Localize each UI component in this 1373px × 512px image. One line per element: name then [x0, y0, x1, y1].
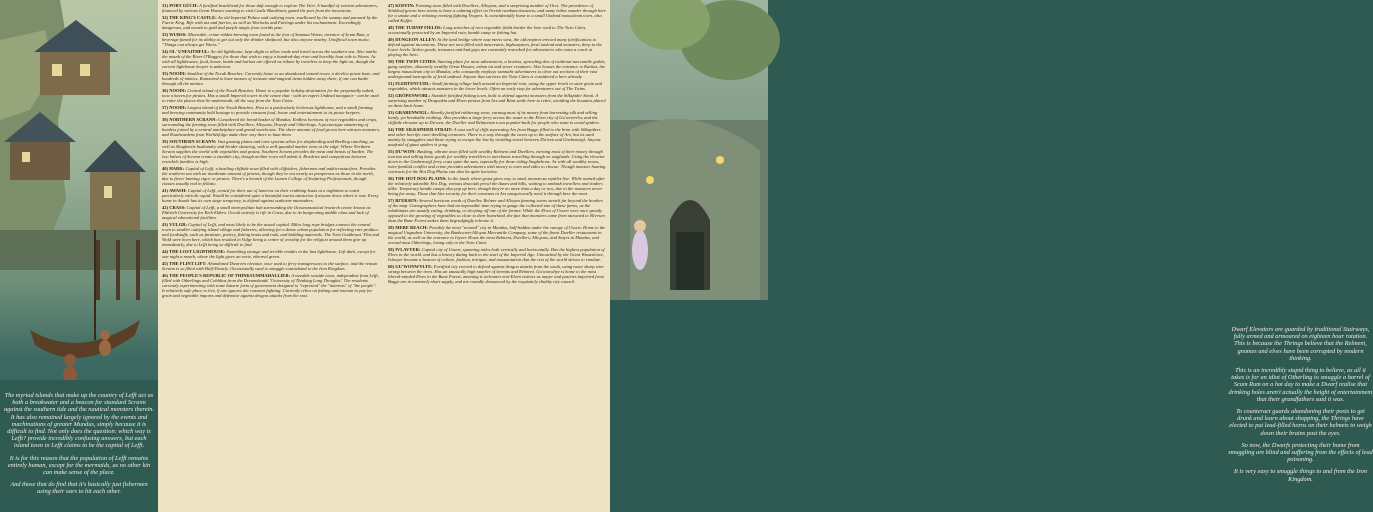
location-entry-text: A fortified beachhead for those daft enough to explore The Tsiri. A handful of veteran adventurers, financed by various Great Houses wanting to visit Castle Blackburn, guard the port from the incursions. — [162, 3, 378, 13]
gazetteer-column-2 — [384, 0, 610, 512]
location-entry — [162, 205, 380, 220]
location-entry-title: 50) THE TWIN CITIES: — [388, 59, 437, 64]
location-entry-text: Bustling, vibrant town filled with wealthy Relmeni and Dwellers, earning most of their money through tourism and selling basic goods for wealthy travellers to merchants travelling through on staglands. Using the elevator down to the Grabenwigl ferry costs quite the sum, especially for those riding Staghebons. As with all wealthy towns, inter-familial conflict and crime provides adventurers with money to earn and sides to choose. Though monster hunting contracts for the Hot Dog Plains can also be quite lucrative. — [388, 149, 606, 174]
location-entry-title: 34) OL' UNFAITHFUL: — [162, 49, 210, 54]
location-entry — [162, 49, 380, 69]
location-entry — [162, 32, 380, 47]
location-entry-title: 52) GRÖPENWOBL: — [388, 93, 431, 98]
location-entry-text: Largest island of the Noodi Beaches. Host to a particularly lecherous lighthouse, and a small farming and brewing community held hostage to provide constant food, booze and entertainment to its pirate keepers. — [162, 105, 373, 115]
left-caption-paragraph: It is for this reason that the population of Lefft remains entirely human, except for the mermaids, as no other kin can make sense of the place. — [7, 454, 151, 477]
location-entry-title: 54) THE SILKSPIDER STRAIT: — [388, 127, 453, 132]
location-entry-title: 49) DUNGEON ALLEY: — [388, 37, 437, 42]
location-entry-text: A sizeable seaside town, independent from Lefft, filled with Otherlings and Cobblins from the Dreamslands' 'University of Thinking Long Thoughts'. The residents currently experimenting with some bizarre form of government designed to "represent" the "interests" of "the people". It relatively safe place to live, if one ignores the constant fighting. Currently relies on fishing and tourism to pay for grain and vegetable imports and defensive against dragon attacks from the east. — [162, 273, 379, 298]
location-entry-text: Heavily fortified rubbering town, earning most of its money from harvesting silk and selling hardy, yet breakable clothing. Also provides a large ferry across the water to the Elven city of Gu'wererrlw, and the clifftide elevator up to Du'wen, the Dweller and Relmerian town popular-built for people who want to avoid spiders. — [388, 110, 600, 125]
location-entry — [162, 15, 380, 30]
location-entry — [388, 247, 606, 262]
right-caption-paragraph: This is an incredibly stupid thing to believe, as all it takes is for an idiot of Otherling to smuggle a barrel of Scum Rum on a hot day to make a Dwarf realise that drinking holes aren't actually the height of entertainment that their grandfathers said it was. — [1228, 367, 1373, 403]
right-illustration — [610, 0, 1373, 512]
location-entry — [388, 198, 606, 223]
location-entry-title: 42) CRASS: — [162, 205, 186, 210]
location-entry-text: Capital of Lefft, a small metropolitan hub surrounding the Oceanomastical research centre known as Eldritch University for Rich Elders. Occult activity is rife in Crass, due to its burgeoning middle class and lack of magical educational facilities. — [162, 205, 371, 220]
location-entry-title: 35) NOODI: — [162, 71, 187, 76]
location-entry-text: Fortified city erected to defend against dragon attacks from the south, using razor sharp wire strung between the trees. Has an unusually high number of hermits and Relmeni. Gu'wonwltye is home to the most liberal-minded Elves in the Bane Forest, meaning it welcomes non-Elven visitors as mayer and pastries imported from Baggr are in extremely short supply, and are roundly denounced by the exquisitely chubby city council. — [388, 264, 604, 284]
location-entry-text: Considered the bread basket of Mundus. Endless horizons of root vegetables and crops, surrounding the farming town filled with Dwellers, Alloyans, Dwarfs and Otherlings. A picturesque smattering of hamlets joined by a central marketplace and grand warehouse. The sheer amount of food grown here attracts monsters, and Roadwardens from Worldsfolgo make their way there to hunt them. — [162, 117, 380, 137]
location-entry — [162, 261, 380, 271]
location-entry-title: 41) AWASH: — [162, 188, 187, 193]
location-entry-title: 60) GU'WONWYLTE: — [388, 264, 433, 269]
location-entry — [388, 264, 606, 284]
location-entry-title: 53) GRABENWIGL: — [388, 110, 430, 115]
location-entry-title: 51) FLERTENCUDL: — [388, 81, 431, 86]
dwarf-elevator-illustration — [610, 0, 768, 512]
location-entry-text: Capital of Lefft, a bustling clifftide town filled with cliffsiders, fishermen and multicrustacifers. Provides the southern sea with an inordinate amount of pirates, though they've not nearly as prosperous as those in the north, due to fierce hunting vigor or pirates. There's a branch of the Lumen College of Seafaring Professionals, though classes usually end in fellatio. — [162, 166, 376, 186]
right-caption-paragraph: So now, the Dwarfs protecting their home from smuggling are blind and suffering from the effects of lead poisoning. — [1228, 441, 1373, 464]
location-entry-text: Vast grazing plains and cave systems allow for shepherding and Beelhog ranching, as well as Shagbeetle husbandry and Strider shearing, with a well-guarded market town at the edge. Where Northern Scrann supplies the world with vegetables and grains, Southern Scrann provides the meat and beasts of burden. The two halves of Scrann create a sizeable city, though neither town will admit it. Rivalries and competition between erstwhile families is high. — [162, 139, 374, 164]
right-caption-paragraph: Dwarf Elevators are guarded by traditional Stairways, fully armed and armoured on eighteen hour rotation. This is because the Thrings believe that the Relmeni, gnomes and elves have been corrupted by modern thinking. — [1231, 326, 1370, 362]
location-entry-text: Abandoned Dwarven elevator, once used to ferry transgressors to the surface, and the reason Scrann is so filled with Half-Dwarfs. Occasionally used to smuggle contraband to the Iron Kingdom. — [162, 261, 378, 271]
location-entry — [388, 127, 606, 147]
location-entry — [388, 25, 606, 35]
location-entry-text: An old Imperial Palace and outlying town, swallowed by the swamp and pursued by the Faerie King. Rife with tax and faeries, as well as Warlocks and Faelings under his enchantment. Exceedingly dangerous, and awash in gold and purple magic from worlds past. — [162, 15, 378, 30]
location-entry — [388, 225, 606, 245]
location-entry — [162, 273, 380, 298]
location-entry — [162, 222, 380, 247]
location-entry-text: Capital city of Ussert, spanning miles both vertically and horizontally. Has the highest population of Elves in the world, and has a history dating back to the start of the Imperial Age. Untouched by the Great Wastenlowe, Ivlavyer became a beacon of culture, fashion, intrigue, and assassination that the rest of the world strives to emulate. — [388, 247, 605, 262]
location-entry — [162, 188, 380, 203]
location-entry-title: 36) NOODI: — [162, 88, 187, 93]
location-entry-title: 32) THE KING'S CASTLE: — [162, 15, 217, 20]
location-entry — [388, 93, 606, 108]
left-caption — [4, 392, 154, 501]
right-caption — [1228, 326, 1373, 488]
location-entry-text: Possibly the most "normal" city in Mundus, half-hidden under the canopy of Ussert. Home to the magical Ungsaben University, the Bankocren-Alloyan Mercantile Company, some of the finest Dweller restaurants in the world, as well as the entrance to Ivyeer. Hosts the most Relmeni, Dwellers, Alloyans, and Satyrs in Mundus, and second most Otherlings, losing only to the Twin Cities. — [388, 225, 606, 245]
location-entry — [162, 117, 380, 137]
location-entry-title: 58) MERE REACH: — [388, 225, 428, 230]
location-entry-title: 33) WURSS: — [162, 32, 187, 37]
location-entry-text: Small farming village built around an Imperial ruin, using the upper levels to store grain and vegetables, which attracts monsters in the lower levels. Often an early stop for adventurers out of The Twins. — [388, 81, 602, 91]
location-entry-title: 57) BI'ERSEN: — [388, 198, 418, 203]
gazetteer-column-1 — [158, 0, 385, 512]
right-caption-paragraph: To counteract guards abandoning their posts to get drunk and learn about shopping, the Thrings have elected to put lead-filled horns on their helmets to weigh down their brains past the eyes. — [1229, 408, 1372, 437]
location-entry — [162, 139, 380, 164]
location-entry — [162, 3, 380, 13]
location-entry-title: 45) THE FLINT LIFT: — [162, 261, 207, 266]
location-entry-text: At the land bridge where east meets west, the old empires erected many fortifications to defend against incursions. These are now filled with miscreants, highwaymen, feral undead and monsters, deep in the lower levels. Stolen goods, treasures and bad guys are constantly restocked for adventurers who want a crack at playing the hero. — [388, 37, 602, 57]
location-entry-text: An old lighthouse, kept alight to allow trade and travel across the southern sea. Also marks the mouth of the River O'Boggor, for those that wish to enjoy a hundred-day river and horribly boat ride to Wurss. As with all lighthouses, food, booze, bards and harlots are offered as tribute by travelers to keep the light on, though the current lighthouse keeper is unknown. — [162, 49, 377, 69]
location-entry-title: 47) KOFFIN: — [388, 3, 415, 8]
location-entry-title: 44) THE LOST LIGHTHOUSE: — [162, 249, 226, 254]
location-entry-text: Something strange and terrible resides in the last lighthouse. Left dark, except for one night a month, where the light gives an eerie, ethereal green. — [162, 249, 376, 259]
location-entry-title: 48) THE TURNIP FIELDS: — [388, 25, 443, 30]
location-entry — [388, 37, 606, 57]
left-caption-paragraph: The myriad islands that make up the country of Lefft act as both a breakwater and a beacon for standard Scrann against the southern tide and the nautical monsters therein. It has also remained largely ignored by the events and machinations of greater Mundus, simply because it is difficult to find. Not only does the question: which way is Lefft? provide incredibly confusing answers, but each island town in Lefft claims to be the capital of Lefft. — [4, 392, 155, 450]
location-entry-text: Long stretches of root vegetable fields border the lone road to The Twin Cities, occasionally protected by an Imperial ruin, bandit camp or fishing hut. — [388, 25, 587, 35]
location-entry — [162, 249, 380, 259]
location-entry-text: Starting place for most adventurers, a lawless, sprawling den of cutthroat mercantile guilds, gang warfare, obscenely wealthy Great Houses, urban tat and sewer creatures. Also houses the entrance to Karkas, the largest mausoleum city in Mundus, who constantly employs wannabe adventurers to clear out sections of their vast underground metropolis of feral undead. Anyone that survives the Twin Cities is considered a hero already. — [388, 59, 606, 79]
location-entry-text: Capital of Lefft, rented for their use of lanterns on their crabbing boats at a nighttime to catch particularly vitriolic squid. Would be considered quite a beautiful tourist attraction if anyone knew where it was. Every home in Awash has its own siege weaponry, to defend against seaborne marauders. — [162, 188, 379, 203]
location-entry-title: 59) IVLAVYER: — [388, 247, 421, 252]
location-entry-text: Farming town filled with Dwellers, Alloyans, and a surprising number of Orcs. The prevalence of Stinkleaf grown here seems to have a calming effect on Orcish rambunctiousness, and many tribes wander through here for a smoke and a relaxing evening fighting Trogres. Is coincidentally home to a small Undead mausoleum town, also called Koffin. — [388, 3, 606, 23]
location-entry-title: 31) PORT GÜCH: — [162, 3, 198, 8]
location-entry-text: Central island of the Noodi Beaches. Home to a popular holiday destination for the perpetually naked, now a haven for pirates. Has a small Imperial tower in the centre that - with an expert Undead navigator - can be used to enter the places-that-lie-underneath, all the way from the Twin Cities. — [162, 88, 379, 103]
right-caption-paragraph: It is very easy to smuggle things to and from the Iron Kingdom. — [1234, 468, 1367, 483]
location-entry — [388, 110, 606, 125]
location-entry — [162, 71, 380, 86]
left-caption-paragraph: And those that do find that it's basically just fishermen using their oars to hit each other. — [10, 481, 148, 496]
location-entry-title: 39) SOUTHERN SCRANN: — [162, 139, 217, 144]
location-entry-title: 46) THE PEOPLE'S REPUBLIC OF THINKSUMMAHALLIER: — [162, 273, 291, 278]
location-entry-text: A vast wall of cliffs seperating Ars from Baggr, filled to the brim with Silkspiders and other horrific cave-dwelling creatures. There is a way through the caves up to the surface of Ars, but its used mainly by smugglers and those trying to escape the law by avoiding travel between Du'wen and Grabenwigl. Anyone unafraid of giant spiders is yong. — [388, 127, 601, 147]
location-entry — [388, 3, 606, 23]
location-entry — [388, 59, 606, 79]
location-entry-title: 37) NOODI: — [162, 105, 187, 110]
location-entry-text: Sizeable fortified fishing town, built to defend against monsters from the Silkspider Strait. A surprising number of Dragonkin and Elven pirates from Ars and Rims settle here to retire, avoiding the bounties placed on them back home. — [388, 93, 606, 108]
location-entry-text: Smallest of the Noodi Beaches. Currently home to an abandoned wizard tower, a derelict pirate base, and hundreds of mimics. Rumoured to have masses of treasure and magical items hidden away there, if one can battle through all the mimics. — [162, 71, 380, 86]
location-entry — [388, 149, 606, 174]
location-entry — [388, 81, 606, 91]
location-entry-title: 40) HARK: — [162, 166, 185, 171]
location-entry-title: 38) NORTHERN SCRANN: — [162, 117, 217, 122]
location-entry-title: 43) VULGR: — [162, 222, 188, 227]
location-entry-text: Capital of Lefft, and most likely to be the actual capital. Miles long rope bridges connect the central town to smaller outlying island village and fisheries, allowing for a dense urban population for reflecting rare produce and foodstuffs, such as furniture, pottery, fishing boats and rods, and building materials. The Twin Goddesses' Flat and Wold were born here, which has resulted in Vulgr being a centre of worship for the religion around them give up immediately, due to Lefft being so difficult to find. — [162, 222, 380, 247]
location-entry-text: Miserable, crime-ridden brewing town found at the foot of Summat Wurss, inventor of Scum Rum, a beverage famed for its ability to get out only the drinker shitfaced, but also anyone nearby. Unofficial town motto: "Things can always get Wurss." — [162, 32, 370, 47]
location-entry — [162, 166, 380, 186]
location-entry-title: 55) DU'WON: — [388, 149, 416, 154]
location-entry-title: 56) THE HOT DOG PLAINS: — [388, 176, 447, 181]
left-illustration — [0, 0, 158, 512]
location-entry — [162, 105, 380, 115]
location-entry-text: Several horizons worth of Dweller, Relmer and Alloyan farming towns stretch far beyond the borders of the map. Cartographers have had an impossible time trying to gauge the collected size of these farms, as the inhabitants are usually eating, drinking, or sleeping off one of the former. While the Elves of Ussert were once greatly opposed to the growing of vegetables so close to their homeland, the fact that monsters came from attracted to Bi'ersen than the Bane Forest makes them begrudgingly tolerate it. — [388, 198, 605, 223]
location-entry — [388, 176, 606, 196]
location-entry-text: In the lands where grass gives way to sand, monstrous reptiles live. While named after the relatively adorable Hot Dog, various dracoids prowl the dunes and hills, waiting to ambush travellers and traders alike. Temporary bandit camps also pop up here, though they're no more than a day or two, due to the monsters never being far away. Those that hire security for their caravans in Ars unequivocally need it through here the most. — [388, 176, 605, 196]
location-entry — [162, 88, 380, 103]
